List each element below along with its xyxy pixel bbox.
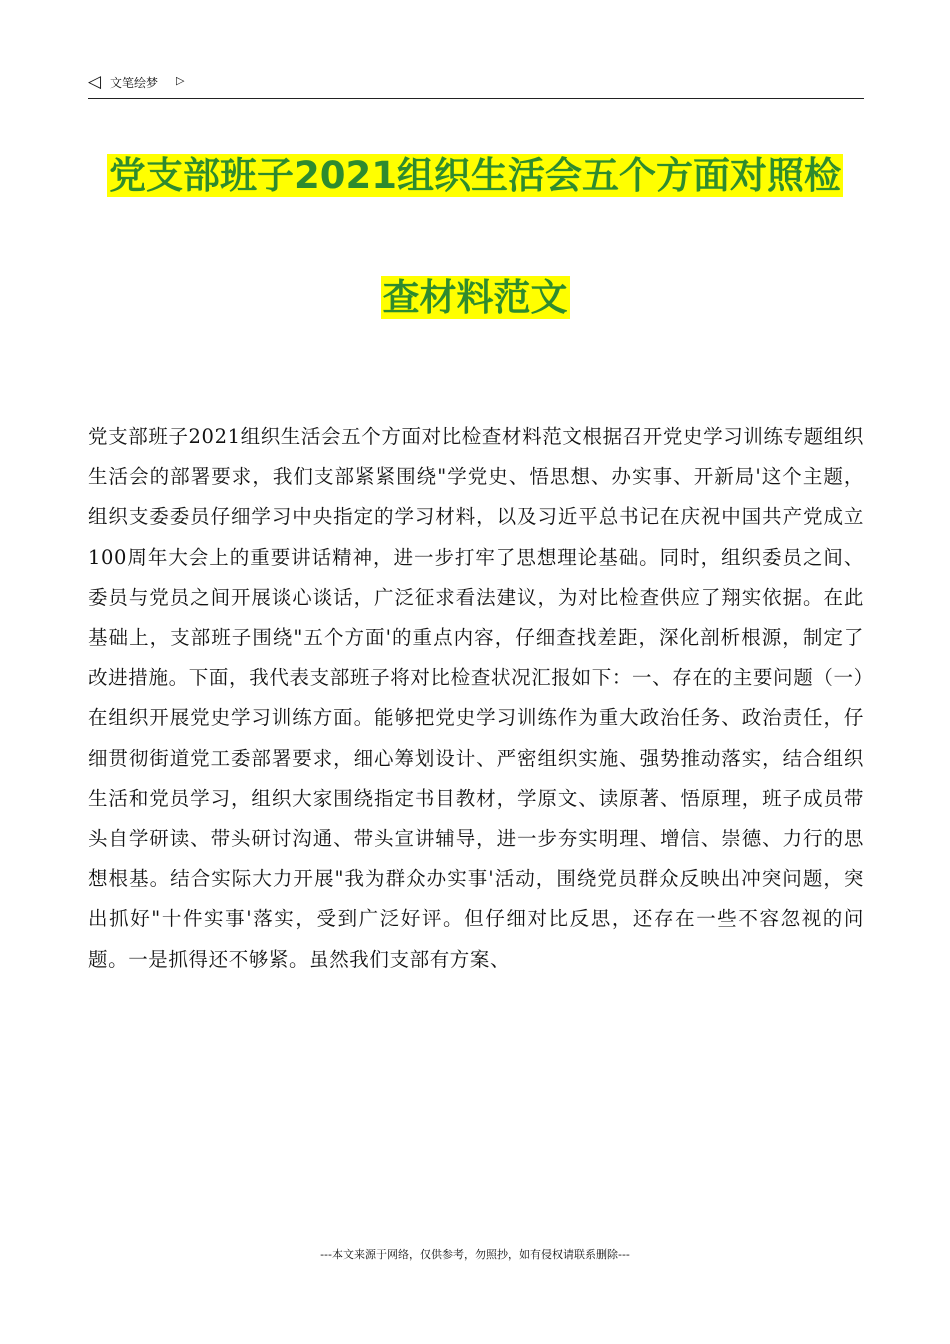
document-title [80, 150, 870, 394]
right-triangle-icon: ▷ [176, 74, 185, 87]
title-line-1 [80, 150, 870, 202]
page-header [88, 70, 864, 99]
left-triangle-icon: ◁ [88, 72, 102, 92]
body-paragraph: 党支部班子2021组织生活会五个方面对比检查材料范文根据召开党史学习训练专题组织生活会的部署要求，我们支部紧紧围绕"学党史、悟思想、办实事、开新局'这个主题，组织支委委员仔细学习中央指定的学习材料，以及习近平总书记在庆祝中国共产党成立100周年大会上的重要讲话精神，进一步打牢了思想理论基础。同时，组织委员之间、委员与党员之间开展谈心谈话，广泛征求看法建议，为对比检查供应了翔实依据。在此基础上，支部班子围绕"五个方面'的重点内容，仔细查找差距，深化剖析根源，制定了改进措施。下面，我代表支部班子将对比检查状况汇报如下：一、存在的主要问题（一）在组织开展党史学习训练方面。能够把党史学习训练作为重大政治任务、政治责任，仔细贯彻街道党工委部署要求，细心筹划设计、严密组织实施、强势推动落实，结合组织生活和党员学习，组织大家围绕指定书目教材，学原文、读原著、悟原理，班子成员带头自学研读、带头研讨沟通、带头宣讲辅导，进一步夯实明理、增信、崇德、力行的思想根基。结合实际大力开展"我为群众办实事'活动，围绕党员群众反映出冲突问题，突出抓好"十件实事'落实，受到广泛好评。但仔细对比反思，还存在一些不容忽视的问题。一是抓得还不够紧。虽然我们支部有方案、 [88, 425, 864, 971]
title-line-2 [80, 272, 870, 324]
title-line-2-text: 查材料范文 [382, 276, 568, 319]
page-footer-disclaimer: ---本文来源于网络，仅供参考，勿照抄，如有侵权请联系删除--- [320, 1248, 630, 1261]
title-line-1-text: 党支部班子2021组织生活会五个方面对照检 [109, 154, 841, 197]
header-brand-text: 文笔绘梦 [110, 76, 159, 90]
